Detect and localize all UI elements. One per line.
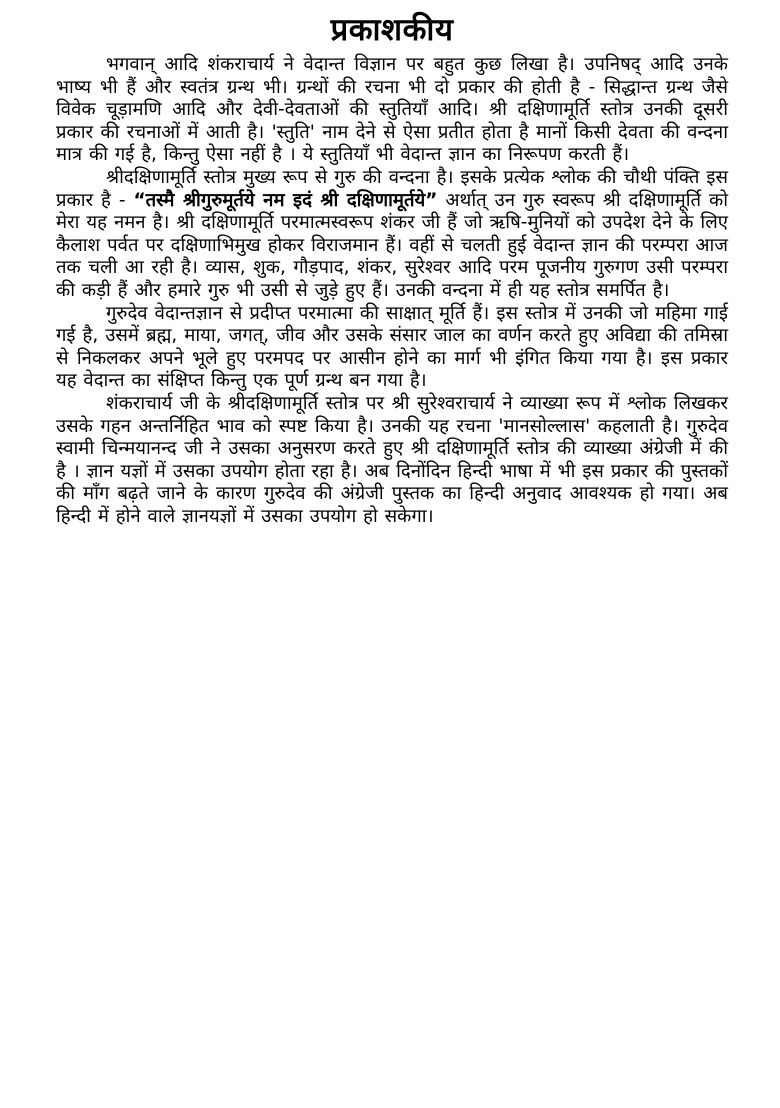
paragraph-3 (56, 303, 728, 393)
paragraph-2-text-after: अर्थात् उन गुरु स्वरूप श्री दक्षिणामूर्ति को मेरा यह नमन है। श्री दक्षिणामूर्ति परमात्मस्वरूप शंकर जी हैं जो ऋषि-मुनियों को उपदेश देने के लिए कैलाश पर्वत पर दक्षिणाभिमुख होकर विराजमान हैं। वहीं से चलती हुई वेदान्त ज्ञान की परम्परा आज तक चली आ रही है। व्यास, शुक, गौड़पाद, शंकर, सुरेश्वर आदि परम पूजनीय गुरुगण उसी परम्परा की कड़ी हैं और हमारे गुरु भी उसी से जुड़े हुए हैं। उनकी वन्दना में ही यह स्तोत्र समर्पित है। (56, 189, 728, 301)
paragraph-4-text: शंकराचार्य जी के श्रीदक्षिणामूर्ति स्तोत्र पर श्री सुरेश्वराचार्य ने व्याख्या रूप में श्लोक लिखकर उसके गहन अन्तर्निहित भाव को स्पष्ट किया है। उनकी यह रचना 'मानसोल्लास' कहलाती है। गुरुदेव स्वामी चिन्मयानन्द जी ने उसका अनुसरण करते हुए श्री दक्षिणामूर्ति स्तोत्र की व्याख्या अंग्रेजी में की है । ज्ञान यज्ञों में उसका उपयोग होता रहा है। अब दिनोंदिन हिन्दी भाषा में भी इस प्रकार की पुस्तकों की माँग बढ़ते जाने के कारण गुरुदेव की अंग्रेजी पुस्तक का हिन्दी अनुवाद आवश्यक हो गया। अब हिन्दी में होने वाले ज्ञानयज्ञों में उसका उपयोग हो सकेगा। (56, 392, 728, 527)
paragraph-1 (56, 54, 728, 167)
paragraph-2 (56, 167, 728, 303)
page-title: प्रकाशकीय (330, 12, 454, 48)
shloka-refrain-quote: “तस्मै श्रीगुरुमूर्तये नम इदं श्री दक्षिणामूर्तये” (133, 189, 438, 211)
paragraph-4 (56, 393, 728, 529)
paragraph-3-text: गुरुदेव वेदान्तज्ञान से प्रदीप्त परमात्मा की साक्षात् मूर्ति हैं। इस स्तोत्र में उनकी जो महिमा गाई गई है, उसमें ब्रह्म, माया, जगत्, जीव और उसके संसार जाल का वर्णन करते हुए अविद्या की तमिस्रा से निकलकर अपने भूले हुए परमपद पर आसीन होने का मार्ग भी इंगित किया गया है। इस प्रकार यह वेदान्त का संक्षिप्त किन्तु एक पूर्ण ग्रन्थ बन गया है। (56, 302, 728, 392)
paragraph-2-text-before: श्रीदक्षिणामूर्ति स्तोत्र मुख्य रूप से गुरु की वन्दना है। इसके प्रत्येक श्लोक की चौथी पंक्ति इस प्रकार है - (56, 166, 728, 211)
paragraph-1-text: भगवान् आदि शंकराचार्य ने वेदान्त विज्ञान पर बहुत कुछ लिखा है। उपनिषद् आदि उनके भाष्य भी हैं और स्वतंत्र ग्रन्थ भी। ग्रन्थों की रचना भी दो प्रकार की होती है - सिद्धान्त ग्रन्थ जैसे विवेक चूड़ामणि आदि और देवी-देवताओं की स्तुतियाँ आदि। श्री दक्षिणामूर्ति स्तोत्र उनकी दूसरी प्रकार की रचनाओं में आती है। 'स्तुति' नाम देने से ऐसा प्रतीत होता है मानों किसी देवता की वन्दना मात्र की गई है, किन्तु ऐसा नहीं है । ये स्तुतियाँ भी वेदान्त ज्ञान का निरूपण करती हैं। (56, 54, 728, 166)
document-page (56, 0, 728, 1108)
